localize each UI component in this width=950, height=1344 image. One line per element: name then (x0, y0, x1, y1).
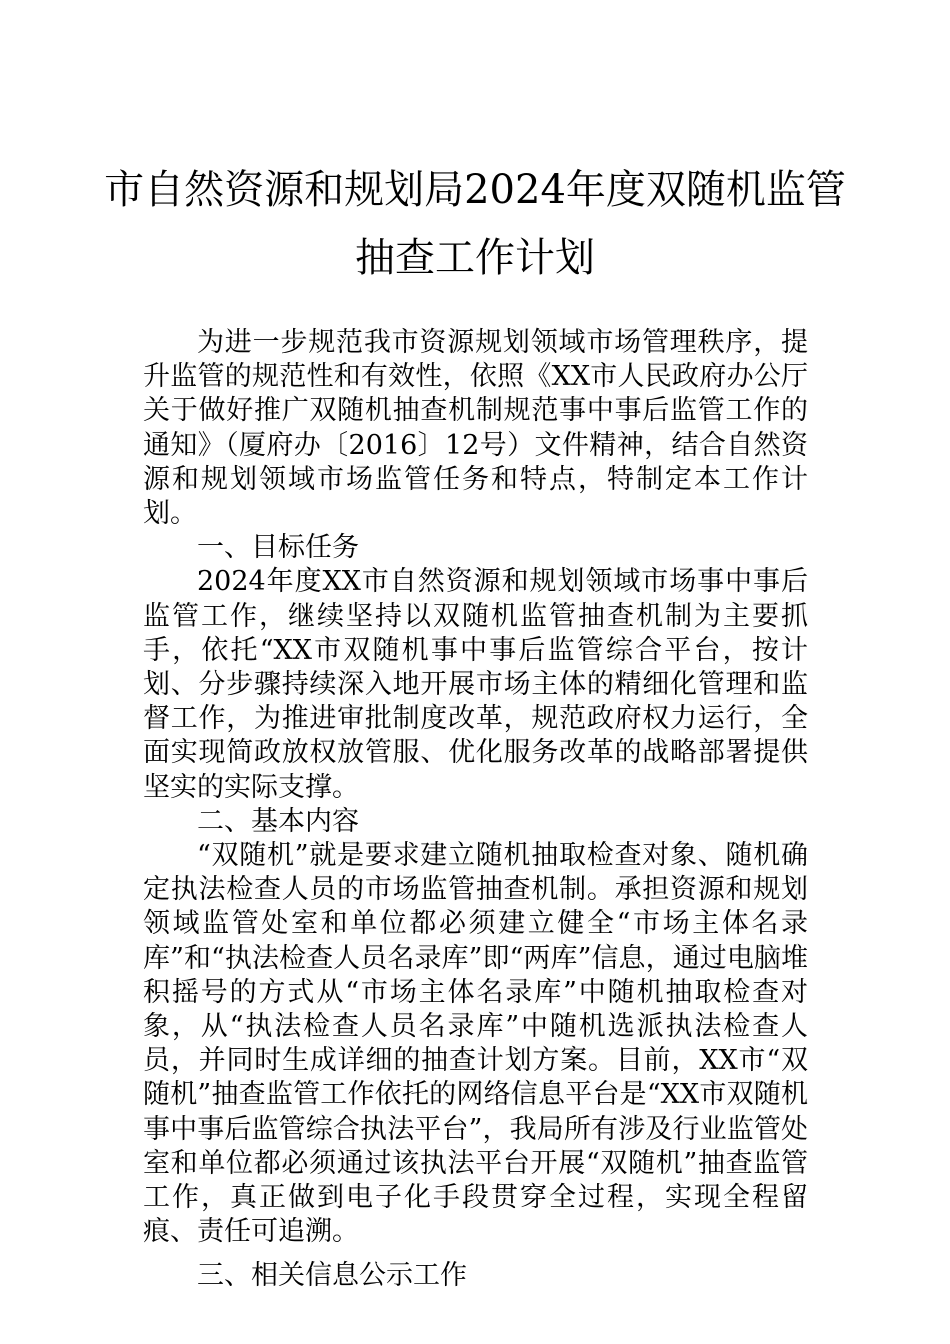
section-paragraph-2: “双随机”就是要求建立随机抽取检查对象、随机确定执法检查人员的市场监管抽查机制。承担资源和规划领域监管处室和单位都必须建立健全“市场主体名录库”和“执法检查人员名录库”即“两库”信息，通过电脑堆积摇号的方式从“市场主体名录库”中随机抽取检查对象，从“执法检查人员名录库”中随机选派执法检查人员，并同时生成详细的抽查计划方案。目前，XX市“双随机”抽查监管工作依托的网络信息平台是“XX市双随机事中事后监管综合执法平台”，我局所有涉及行业监管处室和单位都必须通过该执法平台开展“双随机”抽查监管工作，真正做到电子化手段贯穿全过程，实现全程留痕、责任可追溯。 (143, 840, 808, 1248)
document-body (143, 326, 808, 1294)
section-heading-2: 二、基本内容 (197, 805, 359, 837)
intro-paragraph: 为进一步规范我市资源规划领域市场管理秩序，提升监管的规范性和有效性，依照《XX市人民政府办公厅关于做好推广双随机抽查机制规范事中事后监管工作的通知》（厦府办〔2016〕12号）文件精神，结合自然资源和规划领域市场监管任务和特点，特制定本工作计划。 (143, 327, 808, 530)
section-paragraph-1: 2024年度XX市自然资源和规划领域市场事中事后监管工作，继续坚持以双随机监管抽查机制为主要抓手，依托“XX市双随机事中事后监管综合平台，按计划、分步骤持续深入地开展市场主体的精细化管理和监督工作，为推进审批制度改革，规范政府权力运行，全面实现简政放权放管服、优化服务改革的战略部署提供坚实的实际支撑。 (143, 566, 808, 803)
document-title-line-2: 抽查工作计划 (355, 235, 595, 281)
section-heading-3: 三、相关信息公示工作 (197, 1260, 467, 1292)
document-title-line-1: 市自然资源和规划局2024年度双随机监管 (104, 167, 846, 213)
section-heading-1: 一、目标任务 (197, 532, 359, 564)
